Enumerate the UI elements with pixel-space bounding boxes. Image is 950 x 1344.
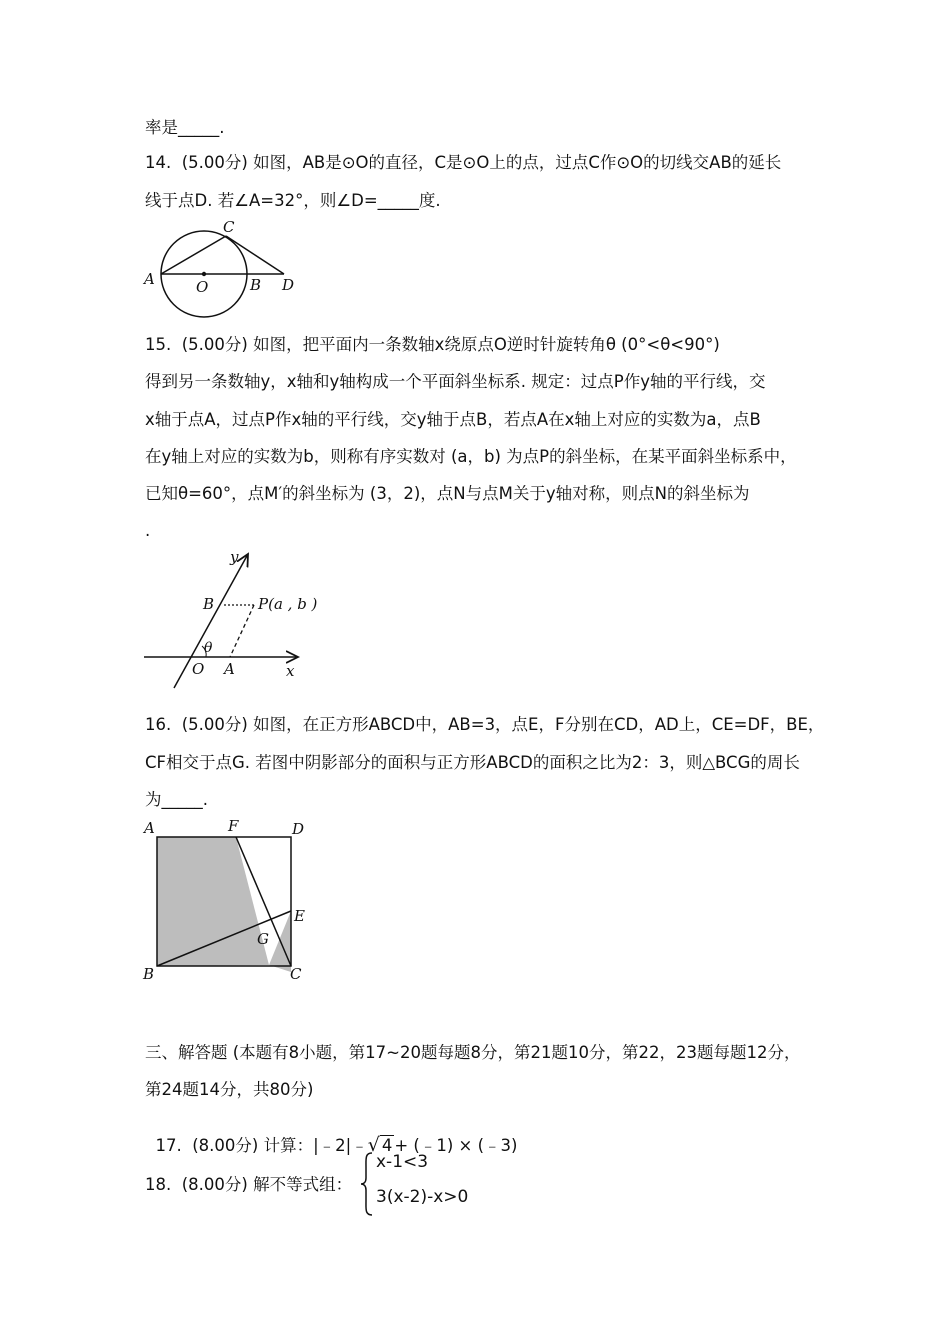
q17-radicand: 4: [381, 1136, 393, 1155]
label-a: A: [144, 819, 155, 837]
label-b: B: [250, 276, 262, 294]
label-o: O: [196, 278, 209, 296]
y-axis: [174, 554, 248, 688]
label-a: A: [144, 270, 155, 288]
label-c: C: [290, 965, 302, 983]
shaded-region-left: [157, 837, 269, 966]
q16-square-figure: [140, 816, 320, 986]
label-theta: θ: [204, 640, 213, 656]
q17-radical-sign: √: [367, 1134, 380, 1156]
section3-line1: 三、解答题 (本题有8小题，第17~20题每题8分，第21题10分，第22，23题每题12分，: [145, 1043, 801, 1062]
q15-line6: .: [145, 521, 151, 540]
label-p: P(a , b ): [258, 595, 318, 613]
label-a: A: [224, 660, 235, 678]
q14-circle-figure: [140, 218, 310, 320]
q16-line1: 16. (5.00分) 如图，在正方形ABCD中，AB=3，点E，F分别在CD，AD上，CE=DF，BE，: [145, 715, 825, 734]
q17-prefix: 17. (8.00分) 计算：|﹣2|﹣: [155, 1136, 368, 1155]
dashed-pa: [230, 605, 254, 657]
q18-brace: [359, 1151, 375, 1217]
label-d: D: [292, 820, 305, 838]
section3-line2: 第24题14分，共80分): [145, 1080, 314, 1099]
label-e: E: [294, 907, 305, 925]
label-y: y: [230, 548, 239, 566]
label-c: C: [223, 218, 235, 236]
q15-line1: 15. (5.00分) 如图，把平面内一条数轴x绕原点O逆时针旋转角θ (0°<θ<90°): [145, 335, 720, 354]
q15-line4: 在y轴上对应的实数为b，则称有序实数对 (a，b) 为点P的斜坐标，在某平面斜坐标系中，: [145, 447, 797, 466]
center-dot: [202, 272, 206, 276]
tangent-cd: [226, 236, 284, 274]
q17-suffix: + (﹣1) × (﹣3): [394, 1136, 518, 1155]
label-x: x: [286, 662, 295, 680]
label-o: O: [192, 660, 205, 678]
q18-inequality-2: 3(x-2)-x>0: [376, 1187, 469, 1207]
q13-tail: 率是_____.: [145, 118, 225, 137]
q15-line5: 已知θ=60°，点M′的斜坐标为 (3，2)，点N与点M关于y轴对称，则点N的斜坐标为: [145, 484, 750, 503]
q17: [145, 1115, 517, 1156]
q18-inequality-1: x-1<3: [376, 1152, 429, 1172]
q18-prefix: 18. (8.00分) 解不等式组：: [145, 1175, 353, 1194]
q14-line2: 线于点D. 若∠A=32°，则∠D=_____度.: [145, 191, 441, 210]
label-b: B: [143, 965, 155, 983]
q15-oblique-axes-figure: [140, 544, 340, 694]
label-b: B: [203, 595, 215, 613]
q15-line2: 得到另一条数轴y，x轴和y轴构成一个平面斜坐标系. 规定：过点P作y轴的平行线，交: [145, 372, 766, 391]
label-f: F: [228, 817, 239, 835]
q15-line3: x轴于点A，过点P作x轴的平行线，交y轴于点B，若点A在x轴上对应的实数为a，点B: [145, 410, 761, 429]
q14-line1: 14. (5.00分) 如图，AB是⊙O的直径，C是⊙O上的点，过点C作⊙O的切线交AB的延长: [145, 153, 782, 172]
q16-line3: 为_____.: [145, 790, 208, 809]
label-d: D: [282, 276, 295, 294]
label-g: G: [257, 930, 269, 948]
q16-line2: CF相交于点G. 若图中阴影部分的面积与正方形ABCD的面积之比为2：3，则△BCG的周长: [145, 753, 800, 772]
chord-ac: [161, 236, 226, 274]
